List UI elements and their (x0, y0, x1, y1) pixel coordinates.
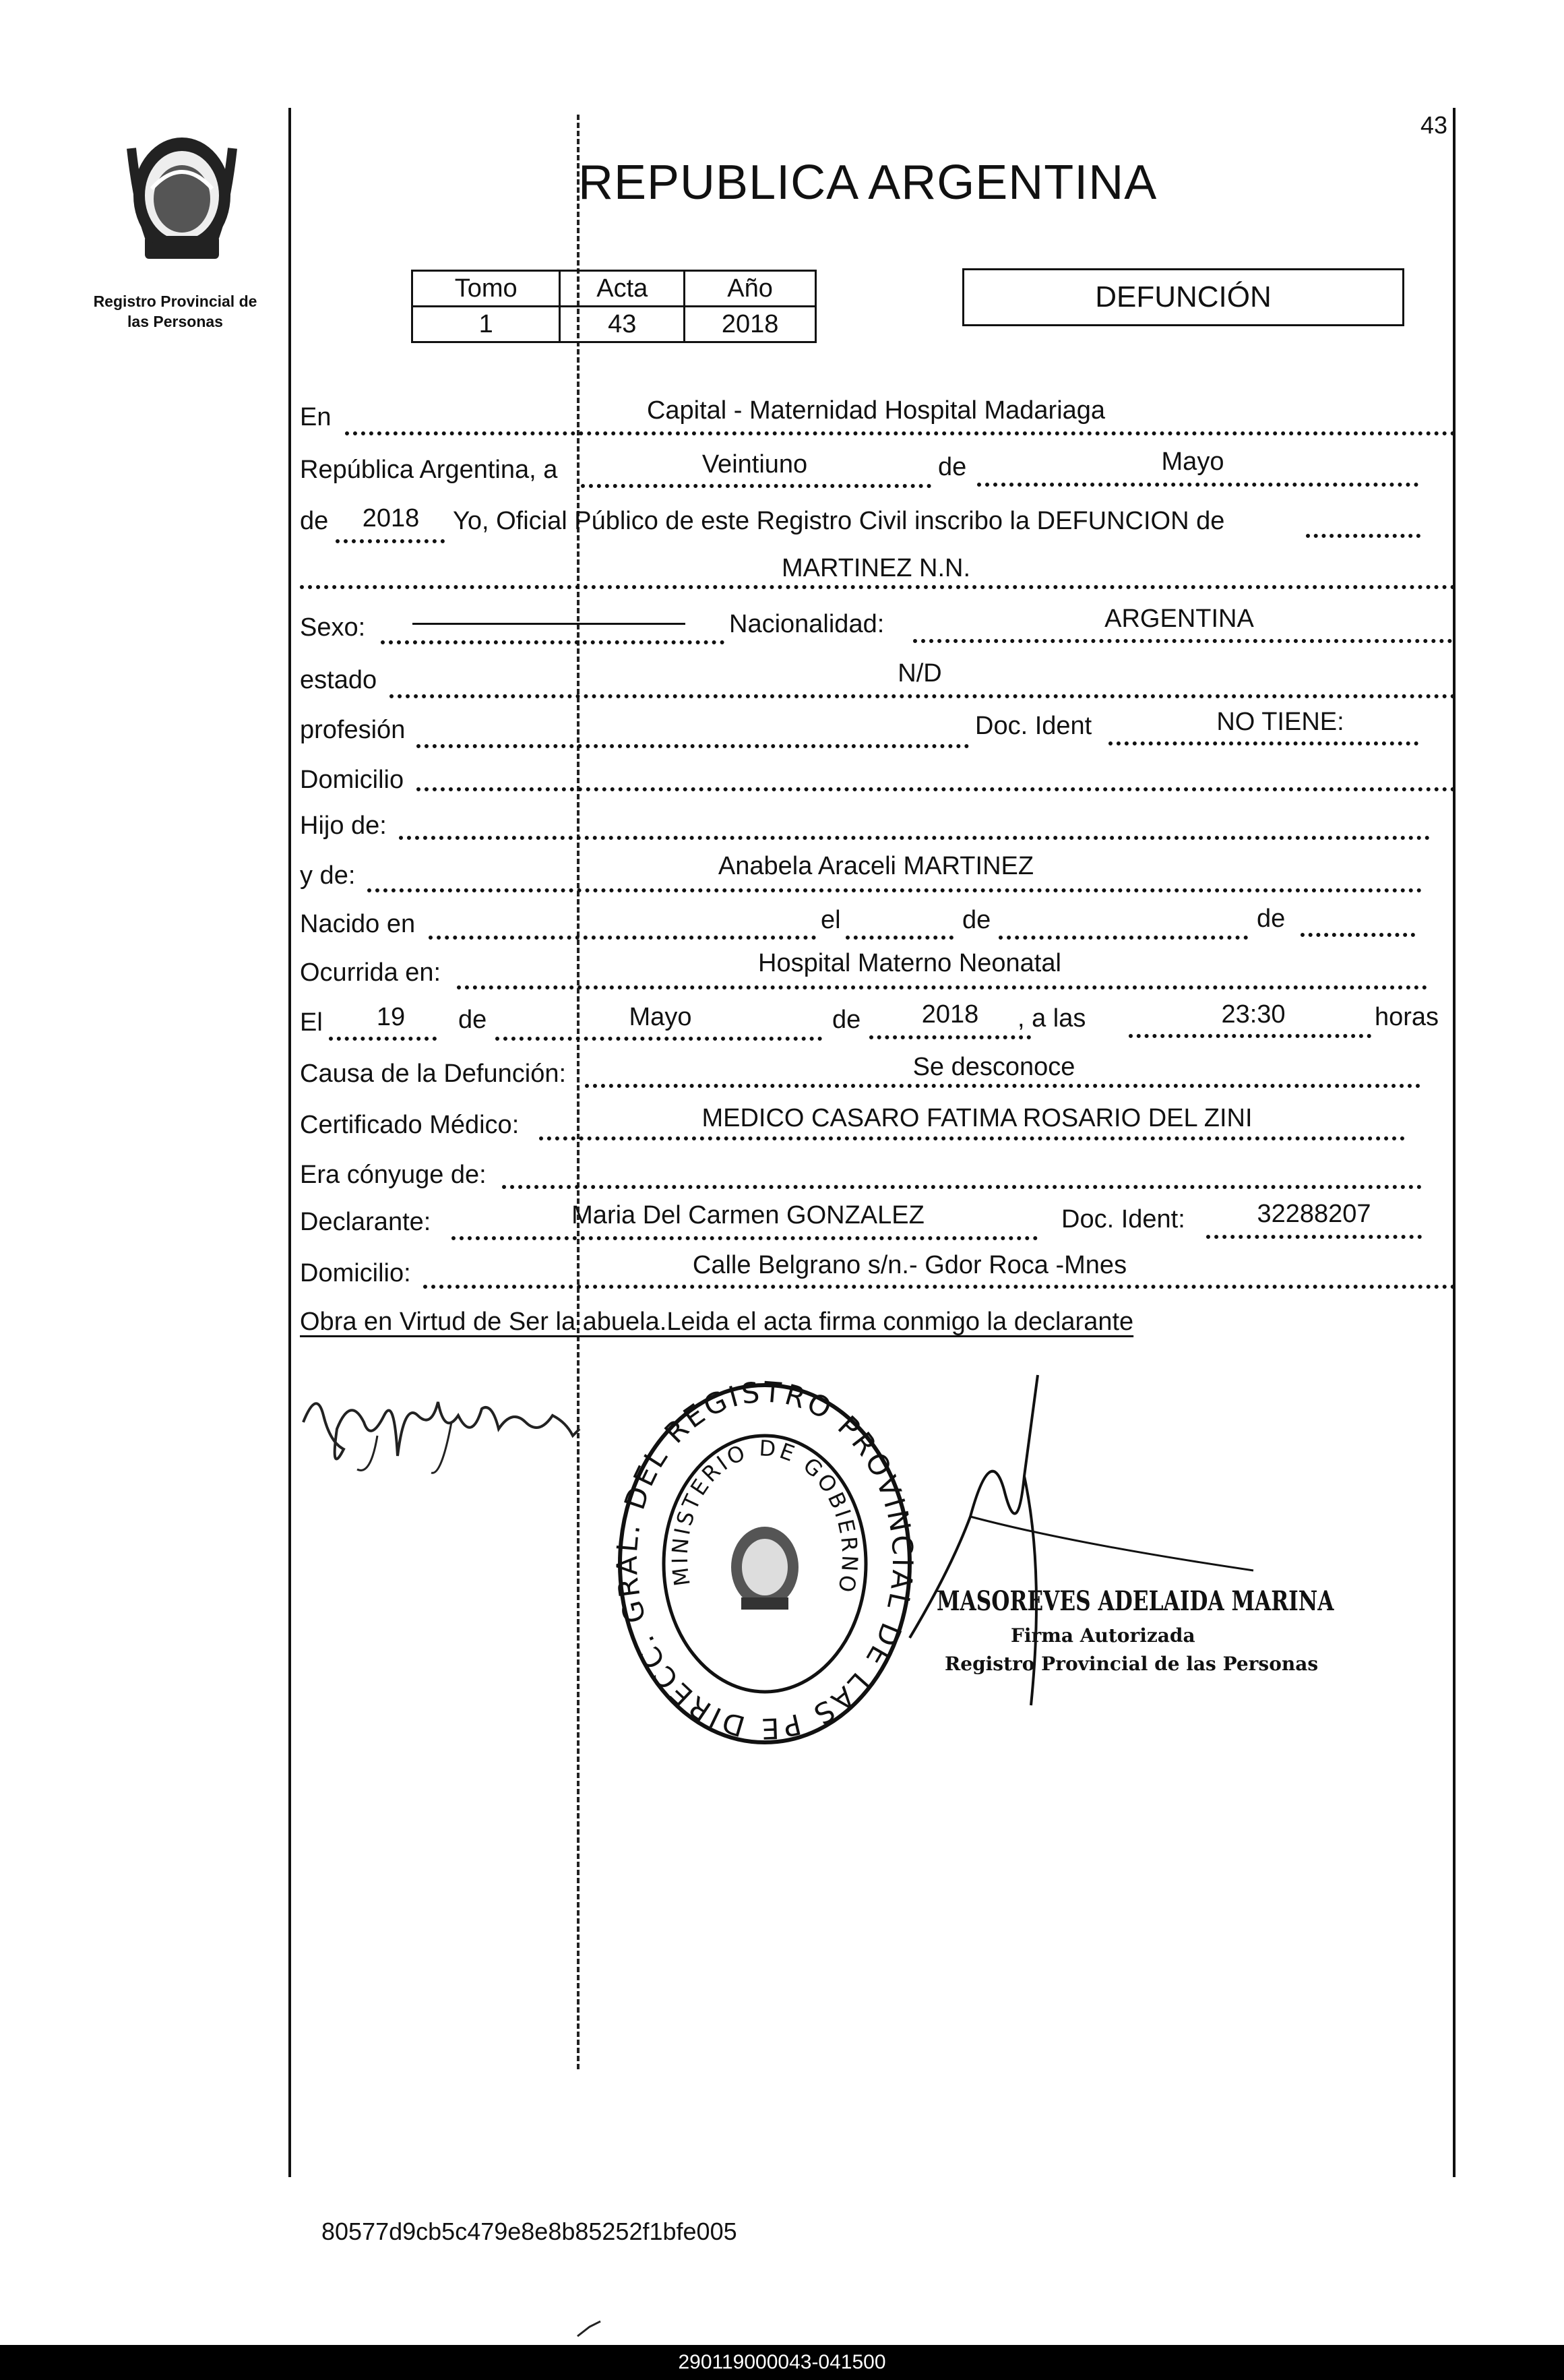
death-time: 23:30 (1221, 1000, 1286, 1029)
conyuge-label: Era cónyuge de: (300, 1161, 487, 1189)
document-hash: 80577d9cb5c479e8e8b85252f1bfe005 (321, 2218, 737, 2245)
doc-ident-label: Doc. Ident (975, 712, 1092, 740)
causa-label: Causa de la Defunción: (300, 1060, 567, 1088)
svg-text:MINISTERIO DE GOBIERNO: MINISTERIO DE GOBIERNO (666, 1435, 863, 1597)
el2-label: El (300, 1008, 323, 1037)
profesion-label: profesión (300, 716, 406, 744)
hijo-label: Hijo de: (300, 812, 387, 840)
causa-dots (585, 1084, 1420, 1088)
estado-dots (389, 694, 1456, 698)
doc-ident-value: NO TIENE: (1216, 708, 1344, 736)
day-value: Veintiuno (701, 450, 808, 479)
ocurrida-value: Hospital Materno Neonatal (758, 949, 1061, 977)
month-dots (977, 483, 1418, 487)
declarante-doc-label: Doc. Ident: (1061, 1205, 1185, 1233)
domicilio2-value: Calle Belgrano s/n.- Gdor Roca -Mnes (692, 1251, 1127, 1279)
sexo-dots (381, 640, 724, 644)
doc-ident-dots (1108, 741, 1418, 745)
deceased-name-dots (300, 585, 1456, 589)
signatory-role: Firma Autorizada (1011, 1624, 1195, 1647)
year-value: 2018 (362, 504, 420, 532)
acta-header-acta: Acta (560, 271, 685, 307)
ocurrida-label: Ocurrida en: (300, 958, 441, 987)
estado-value: N/D (898, 659, 942, 688)
profesion-dots (416, 744, 969, 748)
domicilio2-label: Domicilio: (300, 1259, 411, 1287)
year-dots (336, 539, 445, 543)
acta-header-tomo: Tomo (412, 271, 560, 307)
death-year: 2018 (921, 1000, 979, 1029)
certificado-dots (539, 1136, 1405, 1140)
declarant-signature (296, 1375, 606, 1476)
acta-value-tomo: 1 (412, 307, 560, 342)
death-day-dots (329, 1037, 437, 1041)
nacido-month-dots (999, 936, 1248, 940)
left-border-line (288, 108, 291, 2177)
official-seal (610, 1375, 920, 1752)
page-number: 43 (1420, 111, 1448, 139)
acta-value-acta: 43 (560, 307, 685, 342)
acta-table (411, 270, 817, 343)
yde-dots (367, 888, 1422, 892)
barcode-text: 290119000043-041500 (678, 2351, 886, 2373)
nacido-year-dots (1301, 933, 1415, 937)
en-label: En (300, 403, 332, 431)
conyuge-dots (502, 1185, 1422, 1189)
scan-mark (576, 2319, 603, 2339)
nacido-label: Nacido en (300, 910, 416, 938)
en-dots (345, 431, 1456, 435)
nacionalidad-label: Nacionalidad: (729, 610, 885, 638)
estado-label: estado (300, 666, 377, 694)
signatory-name: MASOREVES ADELAIDA MARINA (937, 1585, 1334, 1617)
declarante-doc-value: 32288207 (1257, 1200, 1371, 1228)
year-prefix: de (300, 507, 329, 535)
death-de2-label: de (832, 1006, 861, 1034)
domicilio-label: Domicilio (300, 766, 404, 794)
domicilio-dots (416, 787, 1456, 791)
deceased-name: MARTINEZ N.N. (781, 554, 971, 582)
province-logo (111, 128, 253, 270)
declarante-doc-dots (1206, 1235, 1422, 1239)
certificado-label: Certificado Médico: (300, 1111, 520, 1139)
document-type-box: DEFUNCIÓN (962, 268, 1404, 326)
registry-line1: Registro Provincial de (93, 293, 257, 310)
certificado-value: MEDICO CASARO FATIMA ROSARIO DEL ZINI (701, 1104, 1253, 1132)
nacido-day-dots (846, 936, 953, 940)
nacido-el-label: el (821, 906, 841, 934)
oficial-text: Yo, Oficial Público de este Registro Civil inscribo la DEFUNCION de (453, 507, 1225, 535)
death-de1-label: de (458, 1006, 487, 1034)
en-value: Capital - Maternidad Hospital Madariaga (646, 396, 1106, 425)
alas-label: , a las (1018, 1004, 1086, 1033)
nacionalidad-value: ARGENTINA (1104, 605, 1254, 633)
country-title: REPUBLICA ARGENTINA (578, 156, 1158, 210)
death-month-dots (495, 1037, 822, 1041)
declarante-label: Declarante: (300, 1208, 431, 1236)
horas-label: horas (1375, 1003, 1439, 1031)
registry-line2: las Personas (127, 313, 223, 330)
right-border-line (1453, 108, 1456, 2177)
de-label: de (938, 453, 967, 481)
nacido-dots (429, 936, 816, 940)
day-dots (581, 484, 931, 488)
nacido-de1-label: de (962, 906, 991, 934)
acta-header-ano: Año (685, 271, 816, 307)
death-year-dots (869, 1035, 1031, 1039)
nacionalidad-dots (913, 639, 1452, 643)
oficial-dots (1306, 534, 1420, 538)
barcode-band (0, 2345, 1564, 2380)
declarante-value: Maria Del Carmen GONZALEZ (571, 1201, 925, 1229)
ocurrida-dots (457, 985, 1427, 989)
death-day: 19 (376, 1003, 406, 1031)
causa-value: Se desconoce (912, 1053, 1075, 1081)
declarante-dots (451, 1236, 1038, 1240)
nacido-de2-label: de (1257, 905, 1286, 933)
hijo-dots (399, 836, 1430, 840)
sexo-label: Sexo: (300, 613, 366, 642)
domicilio2-dots (423, 1285, 1456, 1289)
signatory-org: Registro Provincial de las Personas (945, 1653, 1319, 1675)
death-time-dots (1129, 1034, 1371, 1038)
acta-value-ano: 2018 (685, 307, 816, 342)
death-month: Mayo (629, 1003, 692, 1031)
republica-label: República Argentina, a (300, 456, 558, 484)
month-value: Mayo (1161, 448, 1224, 476)
svg-text:DIRECC. GRAL. DEL REGISTRO PRO: DIRECC. GRAL. DEL REGISTRO PROVINCIAL DE LAS PE (610, 1375, 920, 1746)
sexo-dash (412, 623, 685, 625)
mother-value: Anabela Araceli MARTINEZ (718, 852, 1034, 880)
yde-label: y de: (300, 861, 356, 890)
obra-text: Obra en Virtud de Ser la abuela.Leida el acta firma conmigo la declarante (300, 1308, 1134, 1336)
